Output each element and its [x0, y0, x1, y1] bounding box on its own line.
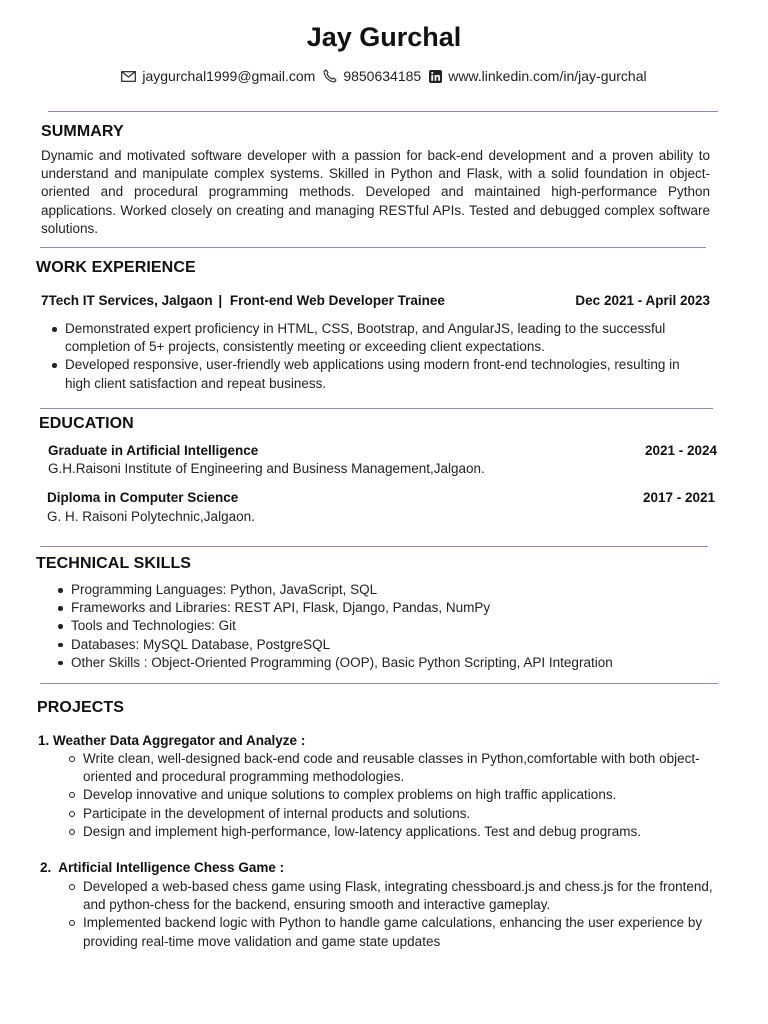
edu-years: 2017 - 2021 — [642, 490, 715, 505]
summary-heading: SUMMARY — [41, 123, 124, 140]
contact-bar — [0, 68, 768, 84]
email-text: jaygurchal1999@gmail.com — [142, 68, 316, 84]
work-heading: WORK EXPERIENCE — [36, 259, 196, 276]
list-item: Databases: MySQL Database, PostgreSQL — [71, 636, 731, 654]
divider — [48, 111, 718, 112]
list-item: Demonstrated expert proficiency in HTML, CSS, Bootstrap, and AngularJS, leading to the successful completion of 5+ projects, consistently meeting or exceeding client expectations. — [65, 320, 705, 356]
work-company — [41, 293, 445, 308]
divider — [40, 408, 713, 409]
project-title: 1. Weather Data Aggregator and Analyze : — [38, 733, 306, 748]
list-item: Developed responsive, user-friendly web applications using modern front-end technologies, resulting in high client satisfaction and repeat business. — [65, 356, 705, 392]
project-title: 2. Artificial Intelligence Chess Game : — [40, 860, 285, 875]
linkedin-text: www.linkedin.com/in/jay-gurchal — [448, 68, 647, 84]
list-item: Tools and Technologies: Git — [71, 617, 731, 635]
work-bullets — [65, 320, 705, 393]
list-item: Programming Languages: Python, JavaScript, SQL — [71, 581, 731, 599]
divider — [40, 546, 708, 547]
list-item: Design and implement high-performance, low-latency applications. Test and debug programs. — [83, 823, 723, 841]
edu-years: 2021 - 2024 — [644, 443, 717, 458]
projects-heading: PROJECTS — [37, 699, 125, 716]
edu-school: G.H.Raisoni Institute of Engineering and Business Management,Jalgaon. — [48, 461, 485, 476]
list-item: Other Skills : Object-Oriented Programming (OOP), Basic Python Scripting, API Integration — [71, 654, 731, 672]
job-role: Front-end Web Developer Trainee — [229, 293, 445, 308]
edu-degree: Graduate in Artificial Intelligence — [48, 443, 259, 458]
list-item: Develop innovative and unique solutions to complex problems on high traffic applications. — [83, 786, 723, 804]
envelope-icon — [121, 71, 136, 82]
divider — [40, 247, 706, 248]
phone-icon — [323, 69, 337, 83]
list-item: Participate in the development of internal products and solutions. — [83, 805, 723, 823]
education-heading: EDUCATION — [39, 415, 134, 432]
candidate-name: Jay Gurchal — [306, 22, 462, 52]
separator: | — [218, 293, 223, 308]
skills-heading: TECHNICAL SKILLS — [36, 555, 192, 572]
summary-text: Dynamic and motivated software developer with a passion for back-end development and a proven ability to understand and manipulate complex systems. Skilled in Python and Flask, with a solid foundation in object-oriented and procedural programming methods. Developed and maintained high-performance Python applications. Worked closely on creating and managing RESTful APIs. Tested and debugged complex software solutions. — [41, 148, 710, 236]
contact-phone[interactable] — [323, 68, 421, 84]
edu-degree: Diploma in Computer Science — [47, 490, 239, 505]
list-item: Write clean, well-designed back-end code and reusable classes in Python,comfortable with both object-oriented and procedural programming methodologies. — [83, 750, 723, 786]
linkedin-icon — [429, 70, 442, 83]
divider — [40, 683, 718, 684]
project-bullets — [83, 750, 723, 841]
contact-linkedin[interactable] — [429, 68, 646, 84]
edu-school: G. H. Raisoni Polytechnic,Jalgaon. — [47, 509, 255, 524]
skills-list — [71, 581, 731, 672]
list-item: Implemented backend logic with Python to handle game calculations, enhancing the user experience by providing real-time move validation and game state updates — [83, 914, 723, 950]
phone-text: 9850634185 — [343, 68, 422, 84]
work-dates: Dec 2021 - April 2023 — [575, 293, 710, 308]
company-name: 7Tech IT Services, Jalgaon — [41, 293, 213, 308]
project-bullets — [83, 878, 723, 951]
contact-email[interactable] — [121, 68, 315, 84]
list-item: Developed a web-based chess game using Flask, integrating chessboard.js and chess.js for the frontend, and python-chess for the backend, ensuring smooth and interactive gameplay. — [83, 878, 723, 914]
list-item: Frameworks and Libraries: REST API, Flask, Django, Pandas, NumPy — [71, 599, 731, 617]
